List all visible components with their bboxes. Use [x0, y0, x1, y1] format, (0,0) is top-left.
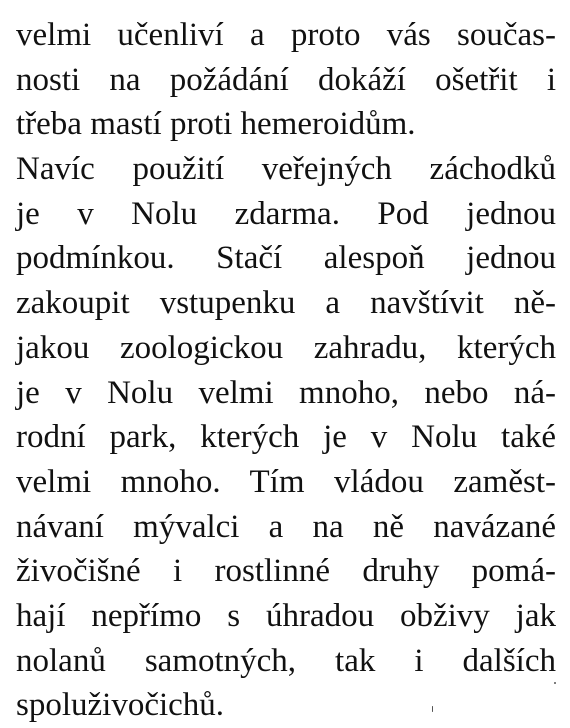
body-text — [16, 13, 556, 728]
text-line: hají nepřímo s úhradou obživy jak — [16, 597, 556, 634]
scan-speck — [554, 682, 556, 684]
text-line: podmínkou. Stačí alespoň jednou — [16, 240, 556, 277]
scan-speck — [432, 706, 433, 712]
text-line: je v Nolu velmi mnoho, nebo ná- — [16, 374, 556, 411]
text-line: velmi učenliví a proto vás součas- — [16, 17, 556, 53]
text-line: živočišné i rostlinné druhy pomá- — [16, 553, 556, 590]
text-line: je v Nolu zdarma. Pod jednou — [16, 195, 556, 232]
text-line: velmi mnoho. Tím vládou zaměst- — [16, 463, 556, 500]
text-line: návaní mývalci a na ně navázané — [16, 508, 556, 545]
text-line: třeba mastí proti hemeroidům. — [16, 106, 416, 143]
text-line: Navíc použití veřejných záchodků — [16, 151, 556, 188]
text-line: zakoupit vstupenku a navštívit ně- — [16, 285, 556, 322]
text-line: nosti na požádání dokáží ošetřit i — [16, 61, 556, 98]
text-line: jakou zoologickou zahradu, kterých — [16, 329, 556, 366]
text-line: nolanů samotných, tak i dalších — [16, 642, 556, 679]
text-line: rodní park, kterých je v Nolu také — [16, 419, 556, 456]
text-line: spoluživočichů. — [16, 687, 225, 724]
